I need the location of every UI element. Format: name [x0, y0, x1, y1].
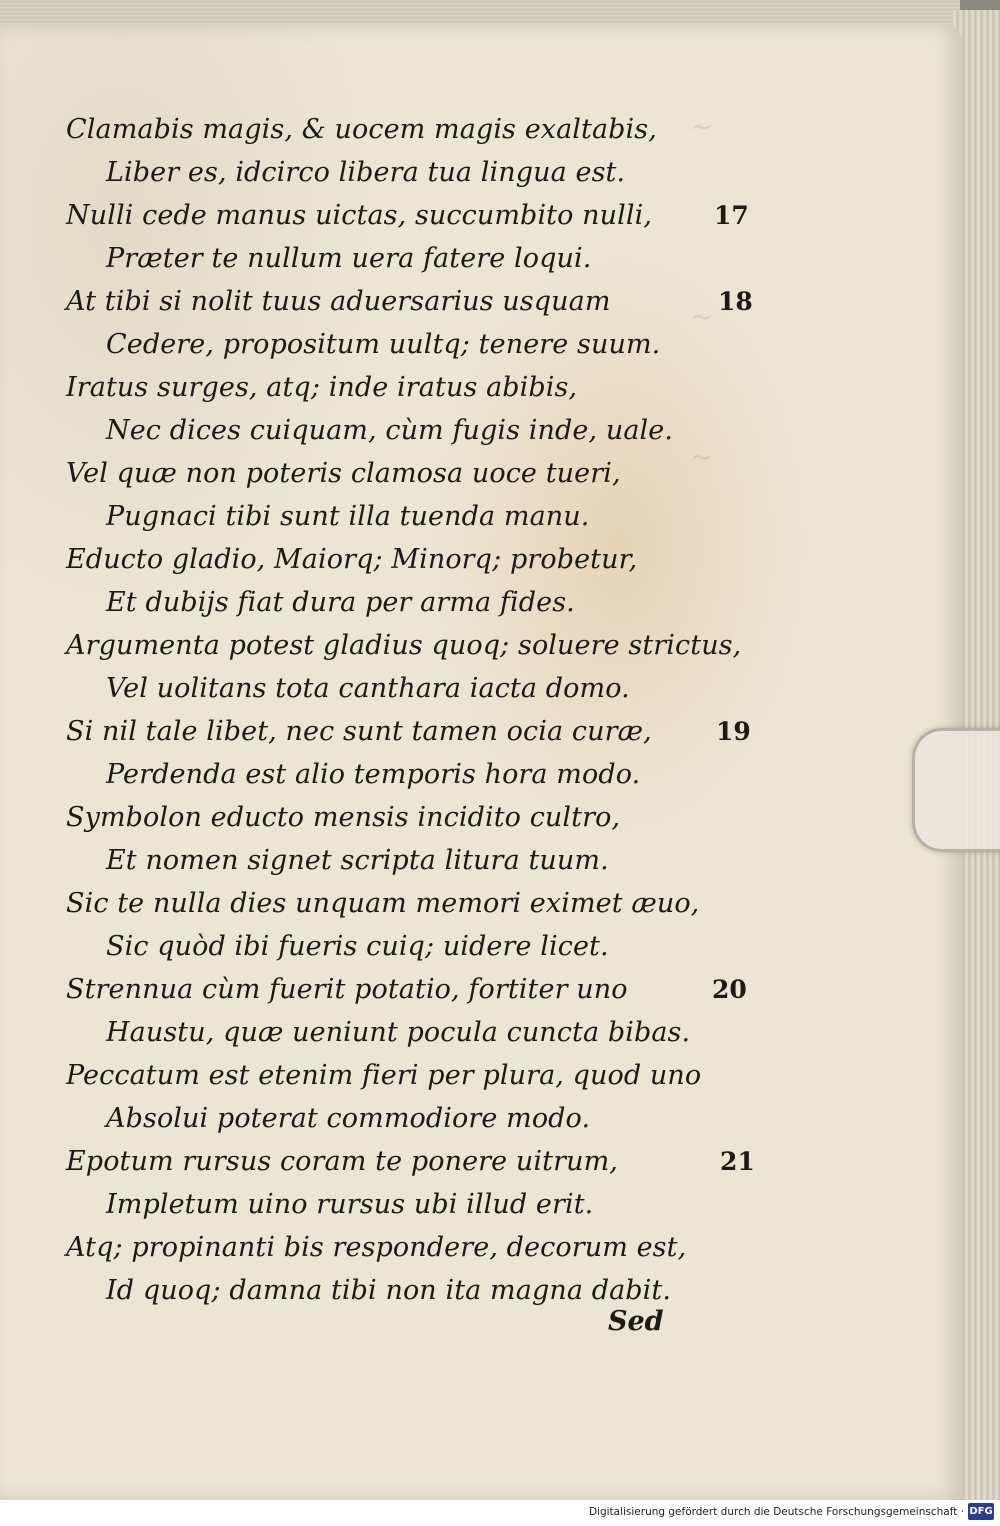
show-through-mark: ~ [690, 110, 714, 143]
verse-line: Nulli cede manus uictas, succumbito nulli, [66, 200, 653, 231]
verse-line: Cedere, propositum uultq; tenere suum. [106, 329, 661, 360]
verse-line: Absolui poterat commodiore modo. [106, 1103, 591, 1134]
verse-line: Iratus surges, atq; inde iratus abibis, [66, 372, 578, 403]
verse-line: Perdenda est alio temporis hora modo. [106, 759, 641, 790]
verse-line: Educto gladio, Maiorq; Minorq; probetur, [66, 544, 638, 575]
verse-number: 21 [720, 1147, 755, 1176]
verse-line: Si nil tale libet, nec sunt tamen ocia curæ, [66, 716, 652, 747]
show-through-mark: ~ [690, 300, 714, 333]
verse-line: Peccatum est etenim fieri per plura, quod uno [66, 1060, 702, 1091]
verse-line: Haustu, quæ ueniunt pocula cuncta bibas. [106, 1017, 691, 1048]
verse-line: Nec dices cuiquam, cùm fugis inde, uale. [106, 415, 674, 446]
dfg-logo: DFG [968, 1503, 994, 1520]
verse-line: Symbolon educto mensis incidito cultro, [66, 802, 621, 833]
verse-line: Sic te nulla dies unquam memori eximet æuo, [66, 888, 700, 919]
verse-line: Atq; propinanti bis respondere, decorum est, [66, 1232, 687, 1263]
show-through-mark: ~ [690, 440, 714, 473]
verse-number: 19 [716, 717, 751, 746]
verse-line: Impletum uino rursus ubi illud erit. [106, 1189, 594, 1220]
verse-line: Liber es, idcirco libera tua lingua est. [106, 157, 626, 188]
verse-number: 17 [714, 201, 749, 230]
verse-line: Et dubijs fiat dura per arma fides. [106, 587, 575, 618]
verse-line: Præter te nullum uera fatere loqui. [106, 243, 592, 274]
verse-number: 20 [712, 975, 747, 1004]
verse-line: Vel uolitans tota canthara iacta domo. [106, 673, 630, 704]
verse-line: Pugnaci tibi sunt illa tuenda manu. [106, 501, 590, 532]
verse-number: 18 [718, 287, 753, 316]
verse-line: Vel quæ non poteris clamosa uoce tueri, [66, 458, 621, 489]
verse-line: Epotum rursus coram te ponere uitrum, [66, 1146, 618, 1177]
digitization-credit: Digitalisierung gefördert durch die Deutsche Forschungsgemeinschaft · [588, 1506, 964, 1518]
verse-line: Et nomen signet scripta litura tuum. [106, 845, 609, 876]
verse-line: Sic quòd ibi fueris cuiq; uidere licet. [106, 931, 609, 962]
verse-line: Argumenta potest gladius quoq; soluere strictus, [66, 630, 742, 661]
catchword: Sed [608, 1306, 664, 1337]
verse-line: Strennua cùm fuerit potatio, fortiter uno [66, 974, 628, 1005]
verse-line: Clamabis magis, & uocem magis exaltabis, [66, 114, 657, 145]
verse-line: Id quoq; damna tibi non ita magna dabit. [106, 1275, 672, 1306]
verse-line: At tibi si nolit tuus aduersarius usquam [66, 286, 611, 317]
